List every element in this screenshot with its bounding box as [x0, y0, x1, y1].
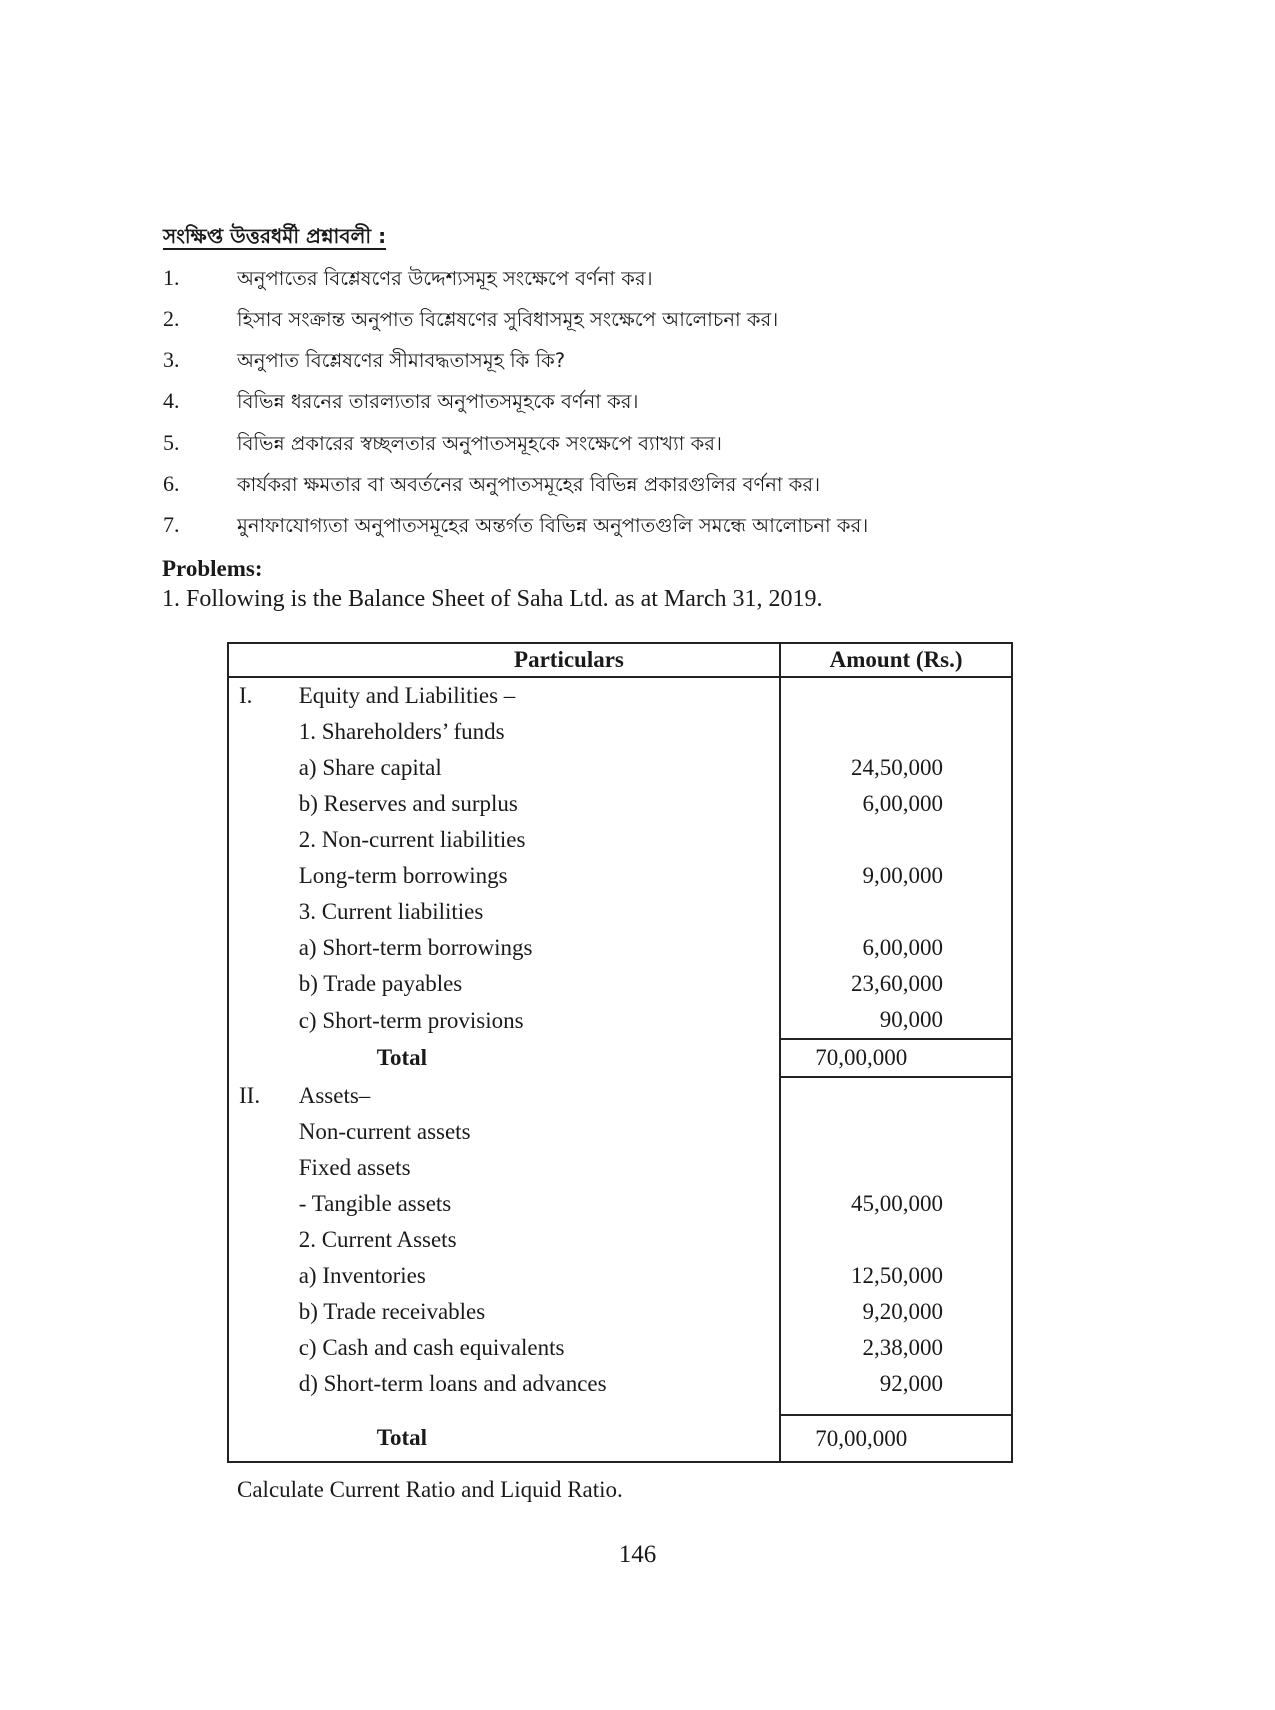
section-roman: I. — [239, 683, 253, 708]
row-label: a) Short-term borrowings — [298, 935, 533, 960]
question-item — [163, 512, 1163, 552]
row-label: 3. Current liabilities — [298, 899, 484, 924]
amount-cell: 12,50,000 — [780, 1258, 1012, 1294]
question-number: 1. — [163, 265, 180, 290]
amount-cell — [780, 1222, 1012, 1258]
row-label: c) Cash and cash equivalents — [298, 1335, 565, 1360]
question-text: অনুপাত বিশ্লেষণের সীমাবদ্ধতাসমূহ কি কি? — [237, 349, 566, 372]
table-row — [228, 1186, 1012, 1222]
question-item — [163, 265, 1163, 305]
question-text: কার্যকরা ক্ষমতার বা অবর্তনের অনুপাতসমূহের বিভিন্ন প্রকারগুলির বর্ণনা কর। — [237, 473, 821, 496]
table-row — [228, 930, 1012, 966]
table-row — [228, 1294, 1012, 1330]
question-text: হিসাব সংক্রান্ত অনুপাত বিশ্লেষণের সুবিধাসমূহ সংক্ষেপে আলোচনা কর। — [237, 308, 779, 331]
question-item — [163, 471, 1163, 511]
row-label: 2. Non-current liabilities — [298, 827, 526, 852]
row-label: a) Inventories — [298, 1263, 426, 1288]
row-label: Non-current assets — [298, 1119, 471, 1144]
amount-cell: 92,000 — [780, 1366, 1012, 1402]
table-row — [228, 1150, 1012, 1186]
page-number: 146 — [618, 1541, 657, 1568]
amount-cell: 45,00,000 — [780, 1186, 1012, 1222]
amount-cell — [780, 1114, 1012, 1150]
table-row — [228, 966, 1012, 1002]
table-row — [228, 1330, 1012, 1366]
header-blank — [228, 643, 299, 677]
section-heading: সংক্ষিপ্ত উত্তরধর্মী প্রশ্নাবলী : — [163, 224, 387, 248]
table-row — [228, 1002, 1012, 1039]
row-label: Fixed assets — [298, 1155, 411, 1180]
table-header-row — [228, 643, 1012, 677]
amount-cell — [780, 822, 1012, 858]
amount-cell: 6,00,000 — [780, 786, 1012, 822]
table-row — [228, 714, 1012, 750]
amount-cell: 23,60,000 — [780, 966, 1012, 1002]
question-item — [163, 347, 1163, 387]
amount-cell: 6,00,000 — [780, 930, 1012, 966]
section-title: Equity and Liabilities – — [298, 683, 516, 708]
question-text: বিভিন্ন প্রকারের স্বচ্ছলতার অনুপাতসমূহকে সংক্ষেপে ব্যাখ্যা কর। — [237, 432, 722, 455]
table-row — [228, 858, 1012, 894]
question-text: বিভিন্ন ধরনের তারল্যতার অনুপাতসমূহকে বর্ণনা কর। — [237, 390, 639, 413]
problems-heading: Problems: — [162, 556, 263, 581]
table-row — [228, 1258, 1012, 1294]
header-amount: Amount (Rs.) — [780, 643, 1012, 677]
problem-intro: 1. Following is the Balance Sheet of Saha Ltd. as at March 31, 2019. — [162, 586, 823, 612]
amount-cell: 90,000 — [780, 1002, 1012, 1039]
amount-cell — [780, 714, 1012, 750]
total-row — [228, 1415, 1012, 1462]
row-label: 1. Shareholders’ funds — [298, 719, 505, 744]
total-label: Total — [376, 1045, 427, 1070]
amount-cell: 9,20,000 — [780, 1294, 1012, 1330]
row-label: - Tangible assets — [298, 1191, 452, 1216]
table-row — [228, 1366, 1012, 1402]
section-roman: II. — [239, 1082, 261, 1108]
amount-cell: 2,38,000 — [780, 1330, 1012, 1366]
question-number: 7. — [163, 512, 180, 537]
question-text: অনুপাতের বিশ্লেষণের উদ্দেশ্যসমূহ সংক্ষেপে বর্ণনা কর। — [237, 267, 653, 290]
table-row — [228, 677, 1012, 714]
task-instruction: Calculate Current Ratio and Liquid Ratio. — [237, 1477, 623, 1502]
balance-sheet-table — [227, 642, 1013, 1463]
table-row — [228, 822, 1012, 858]
question-item — [163, 306, 1163, 346]
row-label: d) Short-term loans and advances — [298, 1371, 607, 1396]
total-amount: 70,00,000 — [780, 1039, 1012, 1077]
header-particulars: Particulars — [299, 643, 780, 677]
question-number: 3. — [163, 347, 180, 372]
table-row — [228, 1077, 1012, 1114]
total-label: Total — [376, 1425, 427, 1450]
table-row — [228, 750, 1012, 786]
question-number: 6. — [163, 471, 180, 496]
section-title: Assets– — [298, 1082, 371, 1108]
row-label: b) Reserves and surplus — [298, 791, 518, 816]
amount-cell: 9,00,000 — [780, 858, 1012, 894]
total-row — [228, 1039, 1012, 1077]
table-row — [228, 1114, 1012, 1150]
table-row — [228, 894, 1012, 930]
table-row — [228, 1222, 1012, 1258]
row-label: a) Share capital — [298, 755, 442, 780]
question-number: 5. — [163, 430, 180, 455]
question-number: 2. — [163, 306, 180, 331]
amount-cell: 24,50,000 — [780, 750, 1012, 786]
amount-cell — [780, 1150, 1012, 1186]
row-label: c) Short-term provisions — [298, 1007, 524, 1033]
row-label: Long-term borrowings — [298, 863, 508, 888]
row-label: b) Trade payables — [298, 971, 463, 996]
row-label: b) Trade receivables — [298, 1299, 486, 1324]
question-text: মুনাফাযোগ্যতা অনুপাতসমূহের অন্তর্গত বিভিন্ন অনুপাতগুলি সমন্ধে আলোচনা কর। — [237, 514, 869, 537]
question-item — [163, 430, 1163, 470]
table-row — [228, 786, 1012, 822]
row-label: 2. Current Assets — [298, 1227, 457, 1252]
amount-cell — [780, 1077, 1012, 1114]
question-number: 4. — [163, 388, 180, 413]
question-item — [163, 388, 1163, 428]
amount-cell — [780, 677, 1012, 714]
spacer-row — [228, 1402, 1012, 1415]
amount-cell — [780, 894, 1012, 930]
total-amount: 70,00,000 — [780, 1415, 1012, 1462]
